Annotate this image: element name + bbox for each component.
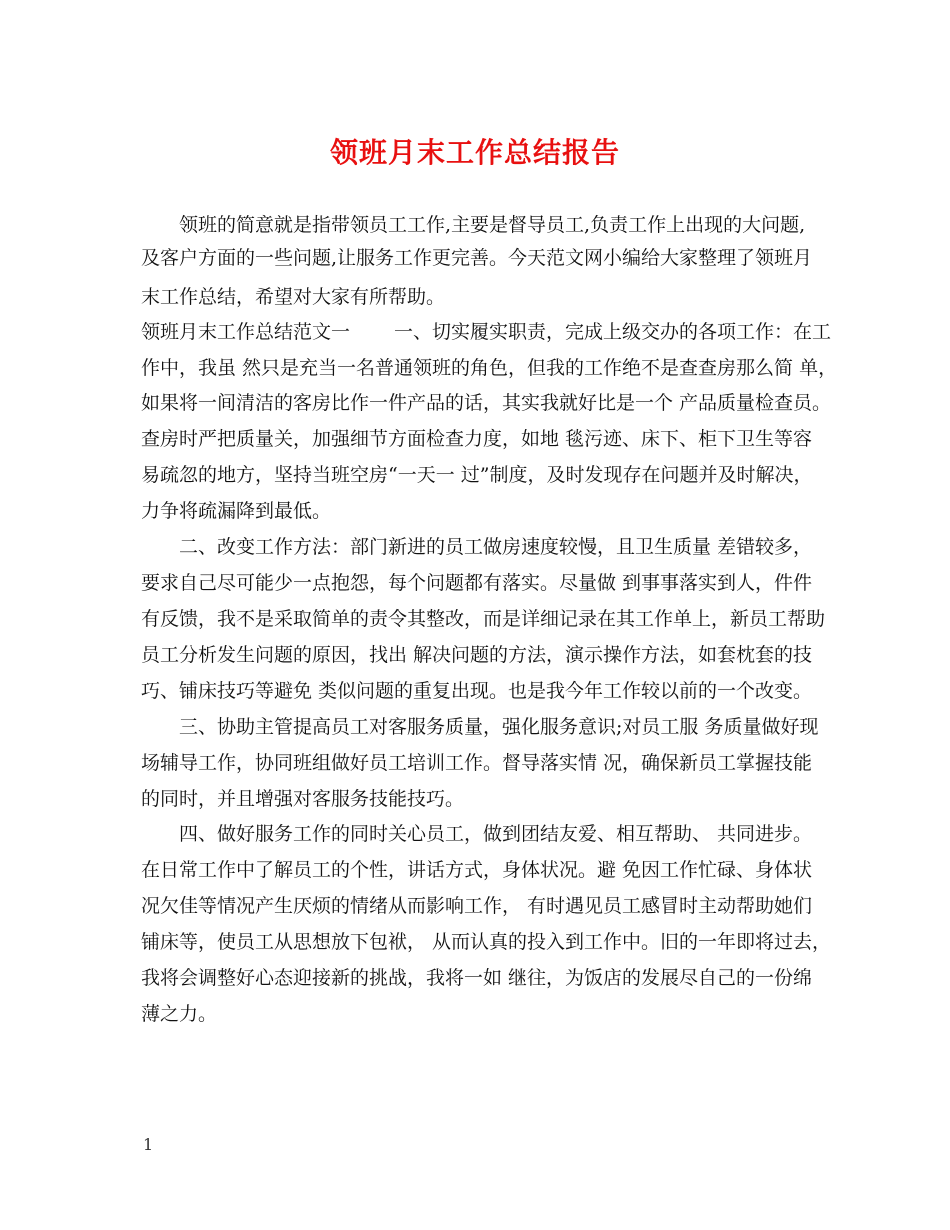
body-line: 铺床等，使员工从思想放下包袱， 从而认真的投入到工作中。旧的一年即将过去， [141,931,832,953]
body-line: 况欠佳等情况产生厌烦的情绪从而影响工作， 有时遇见员工感冒时主动帮助她们 [141,895,813,917]
body-line: 作中，我虽 然只是充当一名普通领班的角色，但我的工作绝不是查查房那么简 单， [141,357,838,379]
page-number: 1 [143,1135,154,1154]
body-line: 有反馈，我不是采取简单的责令其整改，而是详细记录在其工作单上，新员工帮助 [141,608,826,630]
body-line: 二、改变工作方法：部门新进的员工做房速度较慢，且卫生质量 差错较多， [141,536,813,558]
body-line: 四、做好服务工作的同时关心员工，做到团结友爱、相互帮助、 共同进步。 [141,823,813,845]
document-title: 领班月末工作总结报告 [329,136,620,169]
body-line: 末工作总结，希望对大家有所帮助。 [141,286,446,308]
body-line: 易疏忽的地方，坚持当班空房“一天一 过”制度，及时发现存在问题并及时解决， [141,464,813,486]
body-line: 薄之力。 [141,1003,218,1025]
body-line: 场辅导工作，协同班组做好员工培训工作。督导落实情 况，确保新员工掌握技能 [141,752,813,774]
body-line: 巧、铺床技巧等避免 类似问题的重复出现。也是我今年工作较以前的一个改变。 [141,680,813,702]
body-line: 领班月末工作总结范文一 一、切实履实职责，完成上级交办的各项工作：在工 [141,321,832,343]
body-line: 三、协助主管提高员工对客服务质量，强化服务意识;对员工服 务质量做好现 [141,716,819,738]
body-line: 及客户方面的一些问题,让服务工作更完善。今天范文网小编给大家整理了领班月 [141,247,813,269]
body-line: 的同时，并且增强对客服务技能技巧。 [141,788,465,810]
body-line: 如果将一间清洁的客房比作一件产品的话，其实我就好比是一个 产品质量检查员。 [141,392,832,414]
body-line: 领班的简意就是指带领员工工作,主要是督导员工,负责工作上出现的大问题, [141,214,806,236]
body-line: 力争将疏漏降到最低。 [141,500,332,522]
body-line: 我将会调整好心态迎接新的挑战，我将一如 继往，为饭店的发展尽自己的一份绵 [141,967,813,989]
body-line: 要求自己尽可能少一点抱怨，每个问题都有落实。尽量做 到事事落实到人，件件 [141,572,813,594]
body-line: 员工分析发生问题的原因，找出 解决问题的方法，演示操作方法，如套枕套的技 [141,644,813,666]
body-line: 在日常工作中了解员工的个性，讲话方式，身体状况。避 免因工作忙碌、身体状 [141,859,813,881]
body-line: 查房时严把质量关，加强细节方面检查力度，如地 毯污迹、床下、柜下卫生等容 [141,428,813,450]
